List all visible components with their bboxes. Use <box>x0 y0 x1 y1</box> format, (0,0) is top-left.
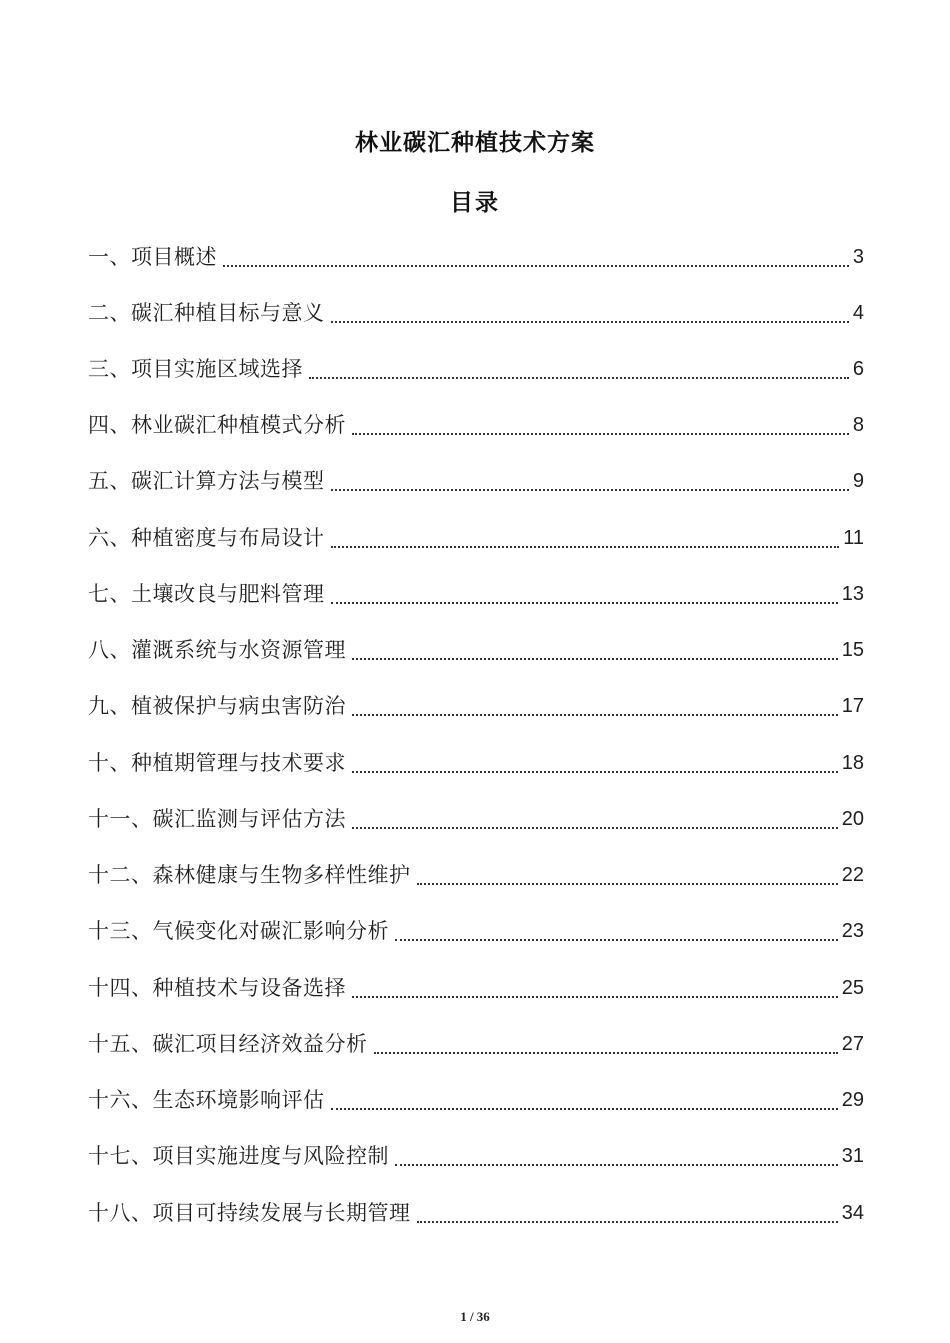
toc-entry-label: 六、种植密度与布局设计 <box>88 526 325 550</box>
toc-dot-leader <box>309 376 849 379</box>
toc-entry[interactable] <box>88 971 864 1005</box>
toc-entry[interactable] <box>88 408 864 442</box>
toc-entry-label: 十四、种植技术与设备选择 <box>88 976 346 1000</box>
page-number-footer: 1 / 36 <box>460 1309 490 1324</box>
toc-entry[interactable] <box>88 296 864 330</box>
toc-entry-page: 29 <box>841 1089 864 1111</box>
toc-dot-leader <box>331 1107 838 1110</box>
toc-entry-label: 十一、碳汇监测与评估方法 <box>88 807 346 831</box>
toc-entry[interactable] <box>88 746 864 780</box>
toc-dot-leader <box>352 432 849 435</box>
toc-dot-leader <box>331 601 838 604</box>
toc-entry[interactable] <box>88 577 864 611</box>
toc-dot-leader <box>417 882 838 885</box>
toc-entry-page: 13 <box>841 583 864 605</box>
toc-entry-page: 25 <box>841 977 864 999</box>
toc-entry-page: 20 <box>841 808 864 830</box>
toc-entry-label: 十三、气候变化对碳汇影响分析 <box>88 919 389 943</box>
toc-entry-page: 9 <box>852 470 864 492</box>
toc-entry[interactable] <box>88 521 864 555</box>
toc-entry[interactable] <box>88 858 864 892</box>
toc-dot-leader <box>352 713 838 716</box>
toc-heading: 目录 <box>450 190 500 216</box>
toc-dot-leader <box>331 320 849 323</box>
toc-entry-label: 三、项目实施区域选择 <box>88 357 303 381</box>
toc-entry[interactable] <box>88 633 864 667</box>
toc-dot-leader <box>331 488 849 491</box>
toc-entry-label: 四、林业碳汇种植模式分析 <box>88 413 346 437</box>
toc-dot-leader <box>395 1163 838 1166</box>
toc-entry-page: 22 <box>841 864 864 886</box>
toc-dot-leader <box>417 1220 838 1223</box>
toc-dot-leader <box>374 1051 838 1054</box>
toc-entry[interactable] <box>88 689 864 723</box>
document-title: 林业碳汇种植技术方案 <box>355 130 595 156</box>
toc-entry-label: 十五、碳汇项目经济效益分析 <box>88 1032 368 1056</box>
toc-dot-leader <box>352 826 838 829</box>
toc-entry[interactable] <box>88 802 864 836</box>
toc-entry-label: 十七、项目实施进度与风险控制 <box>88 1144 389 1168</box>
toc-entry-page: 31 <box>841 1145 864 1167</box>
toc-entry-label: 十八、项目可持续发展与长期管理 <box>88 1201 411 1225</box>
toc-entry-page: 15 <box>841 639 864 661</box>
toc-entry[interactable] <box>88 1083 864 1117</box>
toc-entry[interactable] <box>88 464 864 498</box>
toc-dot-leader <box>352 770 838 773</box>
toc-entry-label: 九、植被保护与病虫害防治 <box>88 694 346 718</box>
toc-entry-label: 五、碳汇计算方法与模型 <box>88 469 325 493</box>
toc-dot-leader <box>223 264 849 267</box>
toc-entry-label: 一、项目概述 <box>88 245 217 269</box>
toc-entry[interactable] <box>88 352 864 386</box>
toc-entry-page: 27 <box>841 1033 864 1055</box>
toc-entry[interactable] <box>88 1027 864 1061</box>
toc-entry-page: 6 <box>852 358 864 380</box>
toc-entry-label: 八、灌溉系统与水资源管理 <box>88 638 346 662</box>
toc-entry-page: 3 <box>852 246 864 268</box>
toc-entry-label: 七、土壤改良与肥料管理 <box>88 582 325 606</box>
toc-entry-label: 十六、生态环境影响评估 <box>88 1088 325 1112</box>
toc-entry-label: 十、种植期管理与技术要求 <box>88 751 346 775</box>
toc-dot-leader <box>395 938 838 941</box>
toc-dot-leader <box>352 995 838 998</box>
toc-entry[interactable] <box>88 914 864 948</box>
toc-entry[interactable] <box>88 1196 864 1230</box>
toc-entry[interactable] <box>88 1139 864 1173</box>
toc-entry-page: 4 <box>852 302 864 324</box>
toc-dot-leader <box>331 545 840 548</box>
toc-entry-label: 十二、森林健康与生物多样性维护 <box>88 863 411 887</box>
toc-entry-page: 18 <box>841 752 864 774</box>
toc-entry-page: 34 <box>841 1202 864 1224</box>
toc-entry-page: 17 <box>841 695 864 717</box>
toc-entry-label: 二、碳汇种植目标与意义 <box>88 301 325 325</box>
toc-entry-page: 23 <box>841 920 864 942</box>
toc-entry-page: 8 <box>852 414 864 436</box>
toc-entry-page: 11 <box>843 527 864 549</box>
toc-entry[interactable] <box>88 240 864 274</box>
toc-dot-leader <box>352 657 838 660</box>
